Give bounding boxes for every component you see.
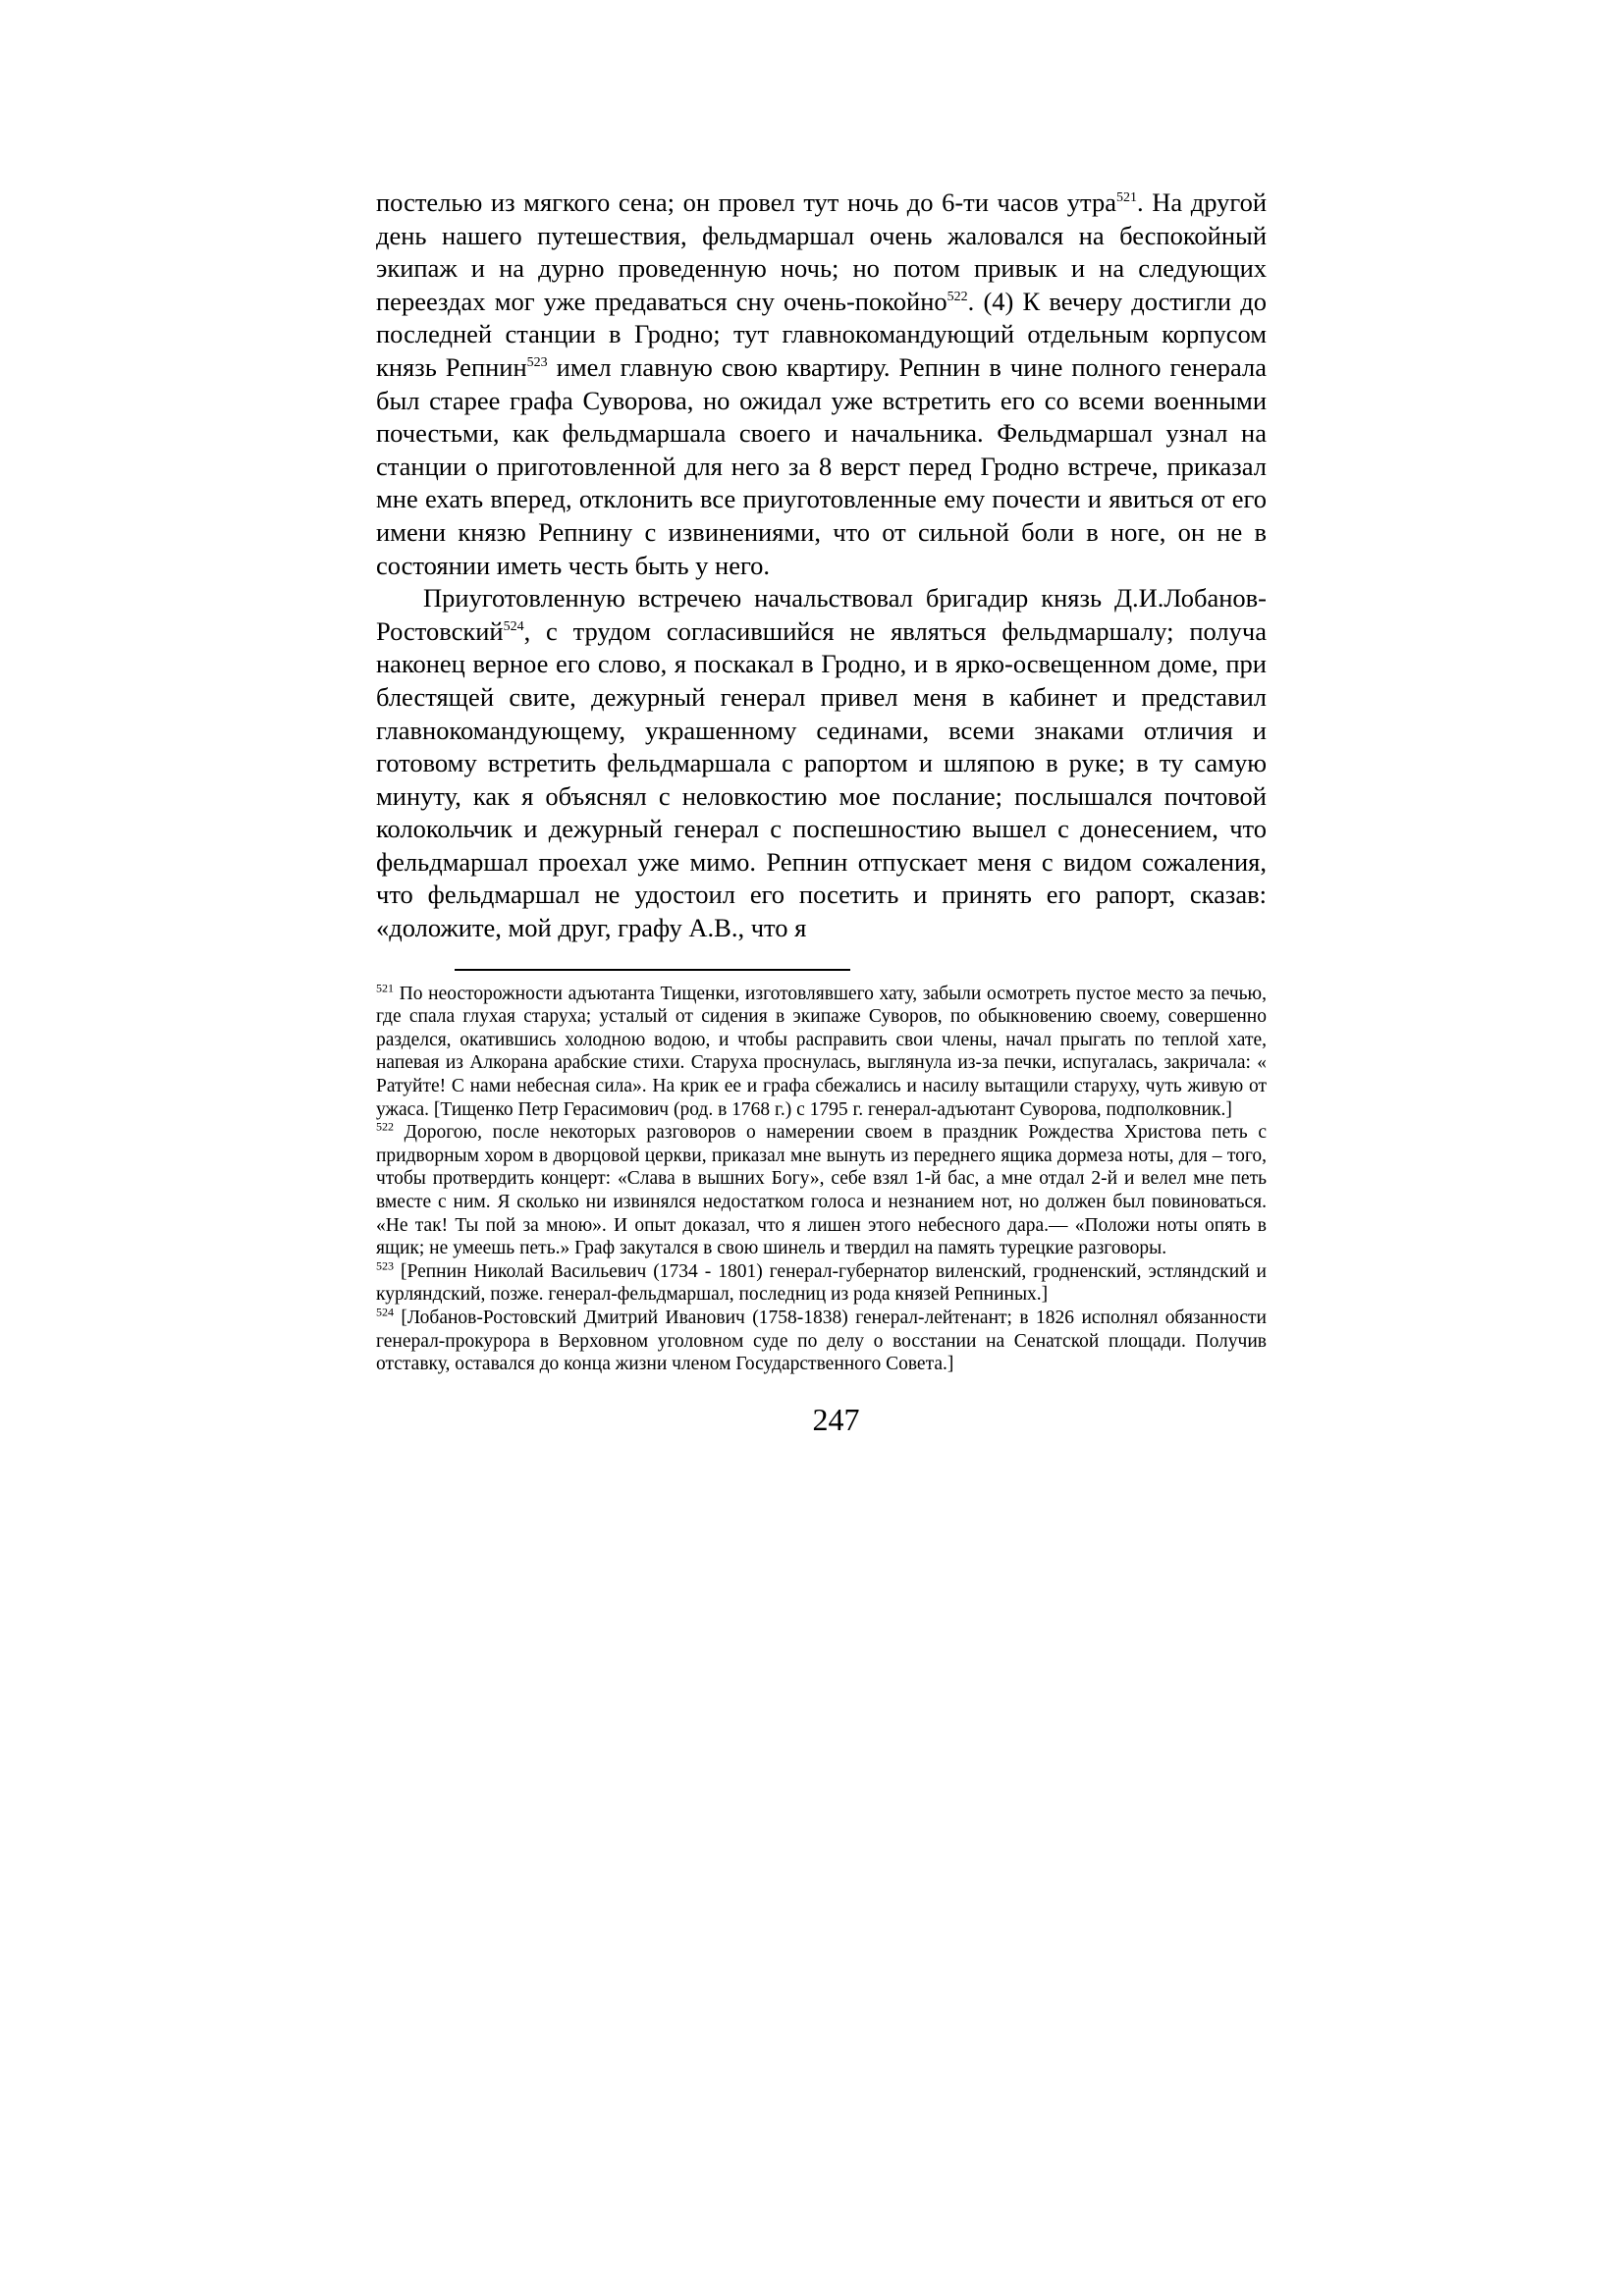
footnote-reference: 524 bbox=[503, 618, 524, 634]
body-text bbox=[376, 187, 1267, 945]
footnote-text: [Лобанов-Ростовский Дмитрий Иванович (1758-1838) генерал-лейтенант; в 1826 исполнял обязанности генерал-прокурора в Верховном уголовном суде по делу о восстании на Сенатской площади. Получив отставку, оставался до конца жизни членом Государственного Совета.] bbox=[376, 1307, 1267, 1375]
footnote-separator bbox=[455, 969, 850, 971]
page bbox=[376, 187, 1267, 1438]
footnote-523 bbox=[376, 1260, 1267, 1307]
paragraph-text: постелью из мягкого сена; он провел тут ночь до 6-ти часов утра bbox=[376, 187, 1116, 217]
footnotes bbox=[376, 983, 1267, 1376]
footnote-text: [Репнин Николай Васильевич (1734 - 1801) генерал-губернатор виленский, гродненский, эстляндский и курляндский, позже. генерал-фельдмаршал, последниц из рода князей Репниных.] bbox=[376, 1260, 1267, 1306]
page-number: 247 bbox=[812, 1401, 860, 1437]
footnote-521 bbox=[376, 983, 1267, 1122]
paragraph-text: , с трудом согласившийся не являться фельдмаршалу; получа наконец верное его слово, я поскакал в Гродно, и в ярко-освещенном доме, при блестящей свите, дежурный генерал привел меня в кабинет и представил главнокомандующему, украшенному сединами, всеми знаками отличия и готовому встретить фельдмаршала с рапортом и шляпою в руке; в ту самую минуту, как я объяснял с неловкостию мое послание; послышался почтовой колокольчик и дежурный генерал с поспешностию вышел с донесением, что фельдмаршал проехал уже мимо. Репнин отпускает меня с видом сожаления, что фельдмаршал не удостоил его посетить и принять его рапорт, сказав: «доложите, мой друг, графу А.В., что я bbox=[376, 615, 1267, 943]
footnote-text: По неосторожности адъютанта Тищенки, изготовлявшего хату, забыли осмотреть пустое место за печью, где спала глухая старуха; усталый от сидения в экипаже Суворов, по обыкновению своему, совершенно разделся, окатившись холодною водою, и чтобы расправить свои члены, начал прыгать по теплой хате, напевая из Алкорана арабские стихи. Старуха проснулась, выглянула из-за печки, испугалась, закричала: « Ратуйте! С нами небесная сила». На крик ее и графа сбежались и насилу вытащили старуху, чуть живую от ужаса. [Тищенко Петр Герасимович (род. в 1768 г.) с 1795 г. генерал-адъютант Суворова, подполковник.] bbox=[376, 983, 1267, 1120]
paragraph-text: Приуготовленную встречею начальствовал бригадир князь Д.И.Лобанов-Ростовский bbox=[376, 583, 1267, 646]
paragraph-text: имел главную свою квартиру. Репнин в чине полного генерала был старее графа Суворова, но ожидал уже встретить его со всеми военными почестьми, как фельдмаршала своего и начальника. Фельдмаршал узнал на станции о приготовленной для него за 8 верст перед Гродно встрече, приказал мне ехать вперед, отклонить все приуготовленные ему почести и явиться от его имени князю Репнину с извинениями, что от сильной боли в ноге, он не в состоянии иметь честь быть у него. bbox=[376, 351, 1267, 580]
footnote-reference: 523 bbox=[526, 355, 548, 371]
paragraph-text: . (4) К вечеру достигли до последней станции в Гродно; тут главнокомандующий отдельным корпусом князь Репнин bbox=[376, 286, 1268, 382]
body-paragraph bbox=[376, 187, 1267, 582]
footnote-number: 524 bbox=[376, 1305, 394, 1319]
body-paragraph bbox=[376, 582, 1267, 945]
footnote-524 bbox=[376, 1307, 1267, 1376]
footnote-number: 523 bbox=[376, 1258, 394, 1273]
footnote-522 bbox=[376, 1121, 1267, 1260]
footnote-number: 522 bbox=[376, 1119, 394, 1134]
footnote-reference: 521 bbox=[1115, 190, 1137, 206]
footnote-reference: 522 bbox=[947, 289, 968, 304]
footnote-number: 521 bbox=[376, 981, 394, 995]
paragraph-text: . На другой день нашего путешествия, фельдмаршал очень жаловался на беспокойный экипаж и на дурно проведенную ночь; но потом привык и на следующих переездах мог уже предаваться сну очень-покойно bbox=[376, 187, 1267, 316]
footnote-text: Дорогою, после некоторых разговоров о намерении своем в праздник Рождества Христова петь с придворным хором в дворцовой церкви, приказал мне вынуть из переднего ящика дормеза ноты, для – того, чтобы протвердить концерт: «Слава в вышних Богу», себе взял 1-й бас, а мне отдал 2-й и велел мне петь вместе с ним. Я сколько ни извинялся недостатком голоса и незнанием нот, но должен был повиноваться. «Не так! Ты пой за мною». И опыт доказал, что я лишен этого небесного дара.— «Положи ноты опять в ящик; не умеешь петь.» Граф закутался в свою шинель и твердил на память турецкие разговоры. bbox=[376, 1122, 1267, 1259]
